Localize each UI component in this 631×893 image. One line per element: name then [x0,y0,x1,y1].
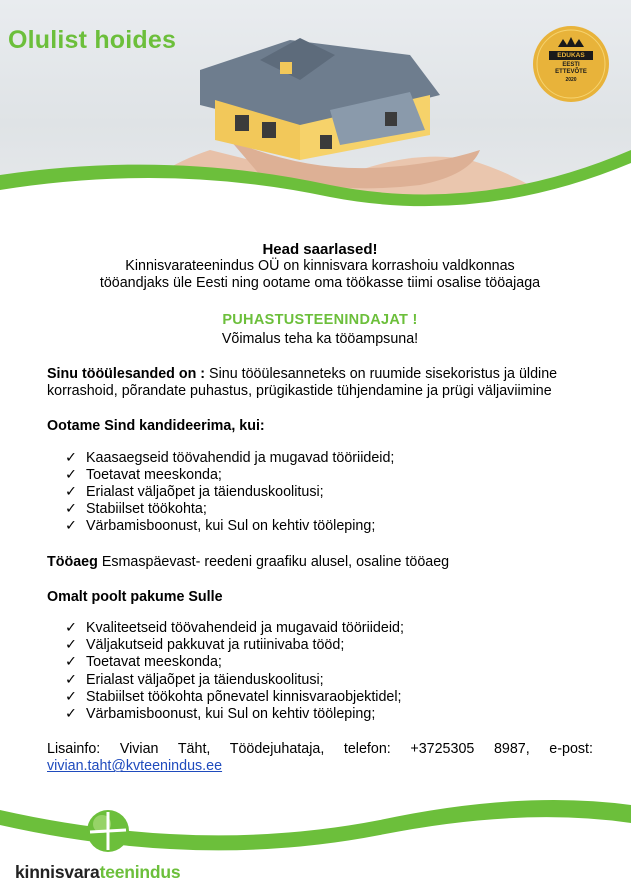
company-logo-text: kinnisvarateenindus [15,862,181,882]
check-icon: ✓ [65,620,77,637]
list-item: ✓ Erialast väljaõpet ja täienduskoolitusi; [65,671,324,688]
candidates-list [47,450,593,536]
list-item: ✓ Kaasaegseid töövahendid ja mugavad tööriideid; [65,449,395,466]
check-icon: ✓ [65,706,77,723]
list-item: ✓ Kvaliteetseid töövahendeid ja mugavaid tööriideid; [65,620,404,637]
list-item: ✓ Värbamisboonust, kui Sul on kehtiv tööleping; [65,518,376,535]
worktime-label: Tööaeg [47,553,98,570]
position-subtitle: Võimalus teha ka tööampsuna! [221,330,419,347]
list-item: ✓ Toetavat meeskonda; [65,654,222,671]
offer-list [47,620,593,723]
duties-text: Sinu tööülesanneteks on ruumide sisekoristus ja üldine korrashoid, põrandate puhastus, prügikastide tühjendamine ja prügi väljaviimine [47,366,558,400]
badge-line2: EESTI [562,62,580,68]
badge-line1: EDUKAS [549,51,593,60]
list-item: ✓ Stabiilset töökohta; [65,501,207,518]
contact-email-link[interactable]: vivian.taht@kvteenindus.ee [47,758,223,775]
job-ad-body [47,235,593,776]
intro-line-1: Kinnisvarateenindus OÜ on kinnisvara korrashoiu valdkonnas [125,258,515,275]
check-icon: ✓ [65,671,77,688]
offer-heading: Omalt poolt pakume Sulle [47,588,223,605]
duties-label: Sinu tööülesanded on : [47,366,206,383]
badge-year: 2020 [565,77,577,83]
check-icon: ✓ [65,637,77,654]
list-item: ✓ Stabiilset töökohta põnevatel kinnisvaraobjektidel; [65,688,402,705]
check-icon: ✓ [65,466,77,483]
candidates-heading: Ootame Sind kandideerima, kui: [47,418,265,435]
greeting: Head saarlased! [262,241,378,258]
contact-line: Lisainfo: Vivian Täht, Töödejuhataja, telefon: +3725305 8987, e-post: [47,741,593,758]
check-icon: ✓ [65,518,77,535]
intro-line-2: tööandjaks üle Eesti ning ootame oma töökasse tiimi osalise tööajaga [99,275,541,292]
brand-slogan: Olulist hoides [8,26,177,54]
duties-paragraph [47,366,593,400]
list-item: ✓ Toetavat meeskonda; [65,466,222,483]
list-item: ✓ Värbamisboonust, kui Sul on kehtiv tööleping; [65,706,376,723]
badge-line3: ETTEVÕTE [555,69,587,75]
check-icon: ✓ [65,688,77,705]
worktime-text: Esmaspäevast- reedeni graafiku alusel, osaline tööaeg [97,553,450,570]
check-icon: ✓ [65,501,77,518]
check-icon: ✓ [65,449,77,466]
company-logo-icon [85,808,131,854]
list-item: ✓ Väljakutseid pakkuvat ja rutiinivaba tööd; [65,637,345,654]
check-icon: ✓ [65,654,77,671]
list-item: ✓ Erialast väljaõpet ja täienduskoolitusi; [65,484,324,501]
position-title: PUHASTUSTEENINDAJAT ! [222,311,418,328]
worktime-paragraph [47,554,593,571]
check-icon: ✓ [65,484,77,501]
